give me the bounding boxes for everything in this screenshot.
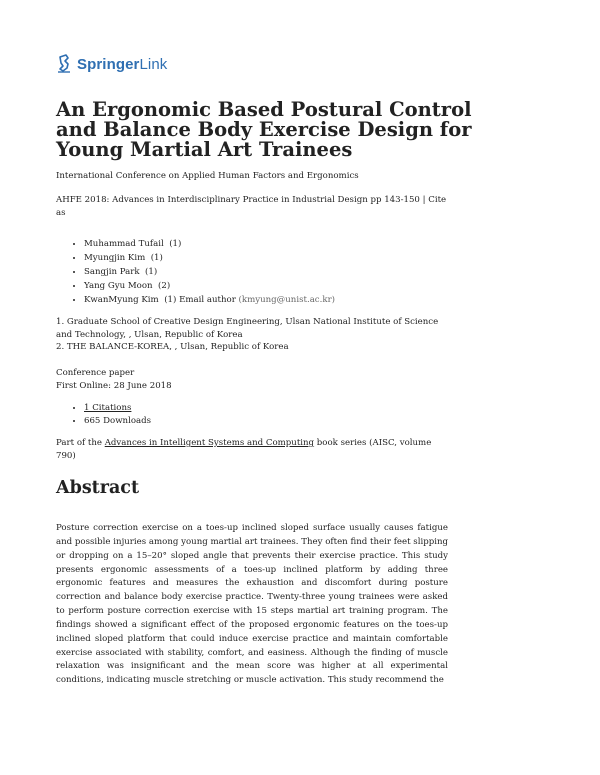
author-name[interactable]: Sangjin Park bbox=[84, 267, 140, 277]
author-item bbox=[84, 237, 335, 251]
logo-brand-springer: Springer bbox=[77, 55, 140, 73]
author-affiliation-ref: (1) bbox=[150, 253, 163, 263]
publication-info bbox=[56, 367, 172, 392]
affiliation-1: 1. Graduate School of Creative Design Engineering, Ulsan National Institute of Science and Technology, , Ulsan, Republic of Korea bbox=[56, 317, 439, 340]
metric-item bbox=[84, 402, 151, 415]
logo-wordmark bbox=[77, 56, 167, 73]
abstract-body: Posture correction exercise on a toes-up inclined sloped surface usually causes fatigue and possible injuries among young martial art trainees. They often find their feet slipping or dropping on a 15–20° sloped angle that prevents their exercise practice. This study presents ergonomic assessments of a toes-up inclined platform by adding three ergonomic features and measures the exhaustion and discomfort during posture correction and balance body exercise practice. Twenty-three young trainees were asked to perform posture correction exercise with 15 steps martial art training program. The findings showed a significant effect of the proposed ergonomic features on the toes-up inclined sloped platform that could induce exercise practice and maintain comfortable exercise associated with stability, comfort, and easiness. Although the finding of muscle relaxation was insignificant and the mean score was higher at all experimental conditions, indicating muscle stretching or muscle activation. This study recommend the bbox=[56, 523, 448, 686]
citations-link[interactable]: 1 Citations bbox=[84, 403, 132, 413]
part-of-prefix: Part of the bbox=[56, 438, 102, 448]
paper-type: Conference paper bbox=[56, 368, 135, 378]
author-item bbox=[84, 279, 335, 293]
paper-title: An Ergonomic Based Postural Control and Balance Body Exercise Design for Young Martial Art Trainees bbox=[56, 98, 472, 161]
part-of-suffix: book series (AISC, volume 790) bbox=[56, 438, 432, 461]
abstract-heading: Abstract bbox=[56, 478, 140, 498]
author-email[interactable]: (kmyung@unist.ac.kr) bbox=[238, 295, 336, 305]
cite-as-link[interactable]: Cite as bbox=[56, 195, 447, 218]
author-item bbox=[84, 293, 335, 307]
author-list bbox=[70, 237, 335, 307]
springer-link-logo[interactable] bbox=[56, 54, 167, 74]
author-affiliation-ref: (1) bbox=[169, 239, 182, 249]
author-item bbox=[84, 265, 335, 279]
book-series-link[interactable]: Advances in Intelligent Systems and Computing bbox=[104, 438, 315, 448]
proceedings-citation bbox=[56, 194, 456, 219]
email-author-link[interactable]: Email author bbox=[179, 295, 236, 305]
conference-name: International Conference on Applied Human Factors and Ergonomics bbox=[56, 171, 359, 181]
author-name[interactable]: Yang Gyu Moon bbox=[84, 281, 153, 291]
first-online-date: First Online: 28 June 2018 bbox=[56, 380, 172, 391]
springer-horse-icon bbox=[56, 54, 74, 74]
downloads-count: 665 Downloads bbox=[84, 415, 152, 426]
author-affiliation-ref: (2) bbox=[158, 281, 171, 291]
author-item bbox=[84, 251, 335, 265]
affiliation-2: 2. THE BALANCE-KOREA, , Ulsan, Republic of Korea bbox=[56, 342, 289, 352]
author-affiliation-ref: (1) bbox=[164, 295, 177, 305]
book-series-info bbox=[56, 437, 446, 462]
metrics-list bbox=[70, 402, 151, 427]
author-affiliation-ref: (1) bbox=[145, 267, 158, 277]
author-name[interactable]: Muhammad Tufail bbox=[84, 239, 164, 249]
proceedings-text: AHFE 2018: Advances in Interdisciplinary Practice in Industrial Design pp 143-150 | bbox=[56, 195, 426, 205]
metric-item bbox=[84, 415, 151, 428]
author-name[interactable]: Myungjin Kim bbox=[84, 253, 146, 263]
affiliations bbox=[56, 316, 456, 354]
author-name[interactable]: KwanMyung Kim bbox=[84, 295, 159, 305]
logo-brand-link: Link bbox=[139, 55, 168, 73]
